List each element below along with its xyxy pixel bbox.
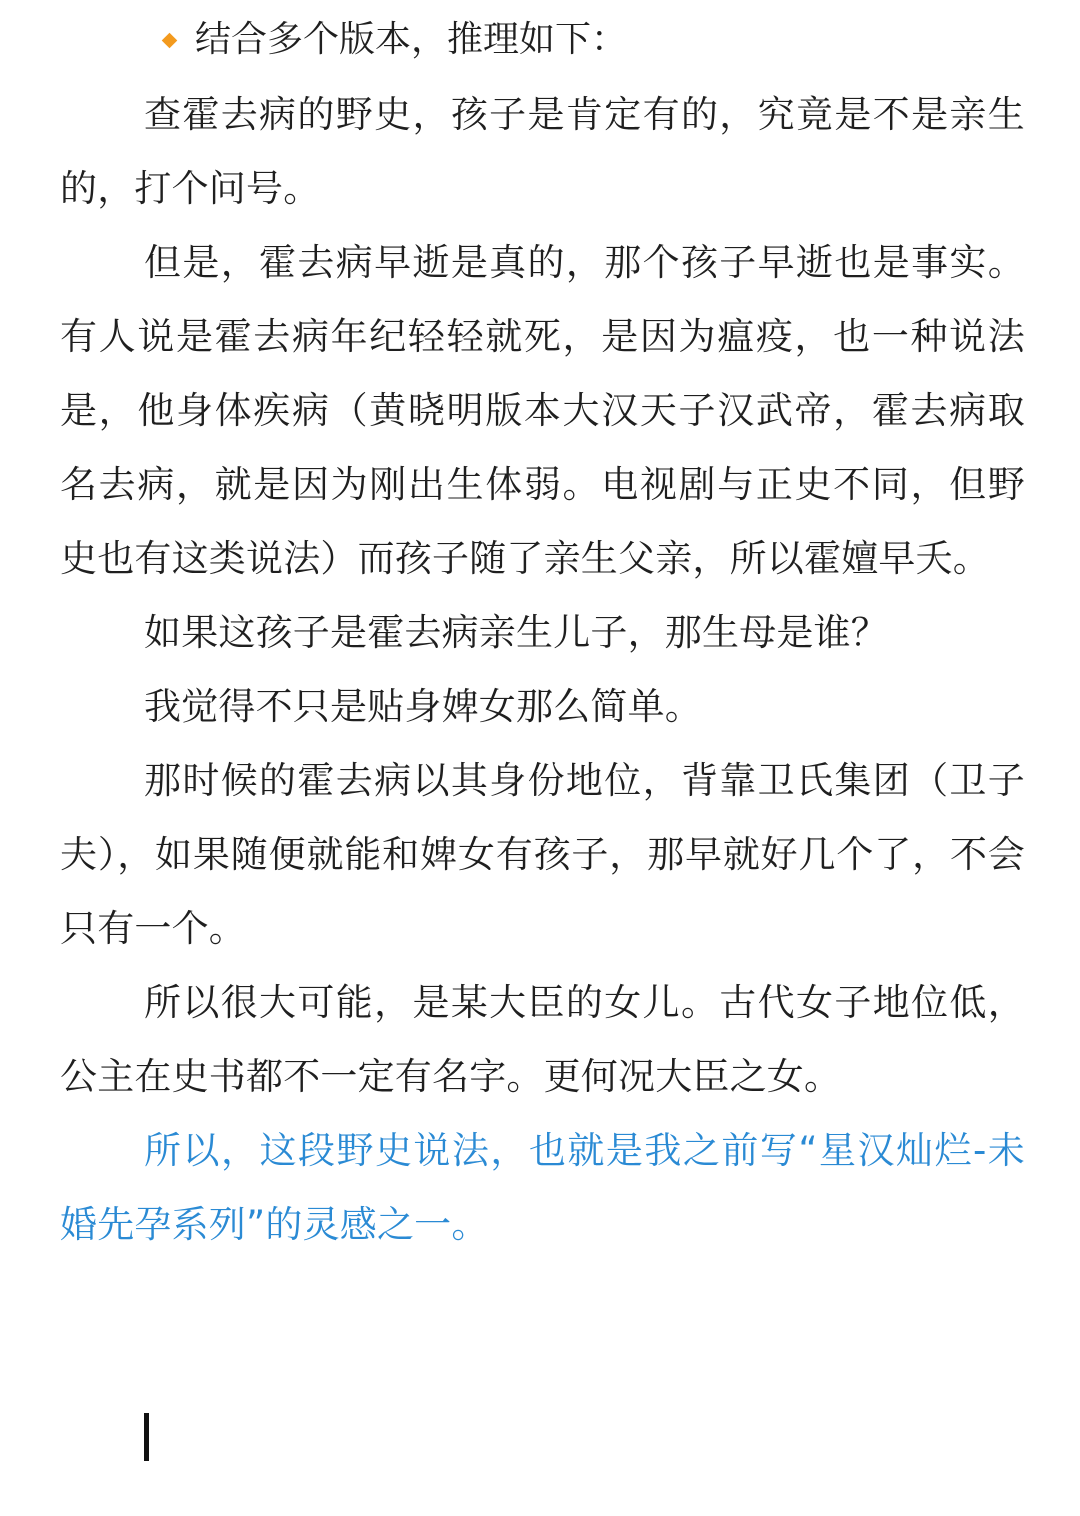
text-cursor[interactable] <box>144 1413 149 1461</box>
article-body <box>60 78 1025 1262</box>
section-heading-text: 结合多个版本，推理如下： <box>195 19 628 60</box>
paragraph-4: 我觉得不只是贴身婢女那么简单。 <box>144 685 702 728</box>
paragraph-7-highlight: 所以，这段野史说法，也就是我之前写“星汉灿烂-未婚先孕系列”的灵感之一。 <box>60 1129 1025 1246</box>
paragraph-3: 如果这孩子是霍去病亲生儿子，那生母是谁？ <box>144 611 888 654</box>
paragraph-6: 所以很大可能，是某大臣的女儿。古代女子地位低，公主在史书都不一定有名字。更何况大臣之女。 <box>60 981 1025 1098</box>
paragraph-2: 但是，霍去病早逝是真的，那个孩子早逝也是事实。有人说是霍去病年纪轻轻就死，是因为瘟疫，也一种说法是，他身体疾病（黄晓明版本大汉天子汉武帝，霍去病取名去病，就是因为刚出生体弱。电视剧与正史不同，但野史也有这类说法）而孩子随了亲生父亲，所以霍嬗早夭。 <box>60 241 1025 580</box>
section-heading <box>160 14 627 66</box>
orange-diamond-icon <box>162 32 178 48</box>
paragraph-5: 那时候的霍去病以其身份地位，背靠卫氏集团（卫子夫），如果随便就能和婢女有孩子，那早就好几个了，不会只有一个。 <box>60 759 1025 950</box>
paragraph-1: 查霍去病的野史，孩子是肯定有的，究竟是不是亲生的，打个问号。 <box>60 93 1025 210</box>
